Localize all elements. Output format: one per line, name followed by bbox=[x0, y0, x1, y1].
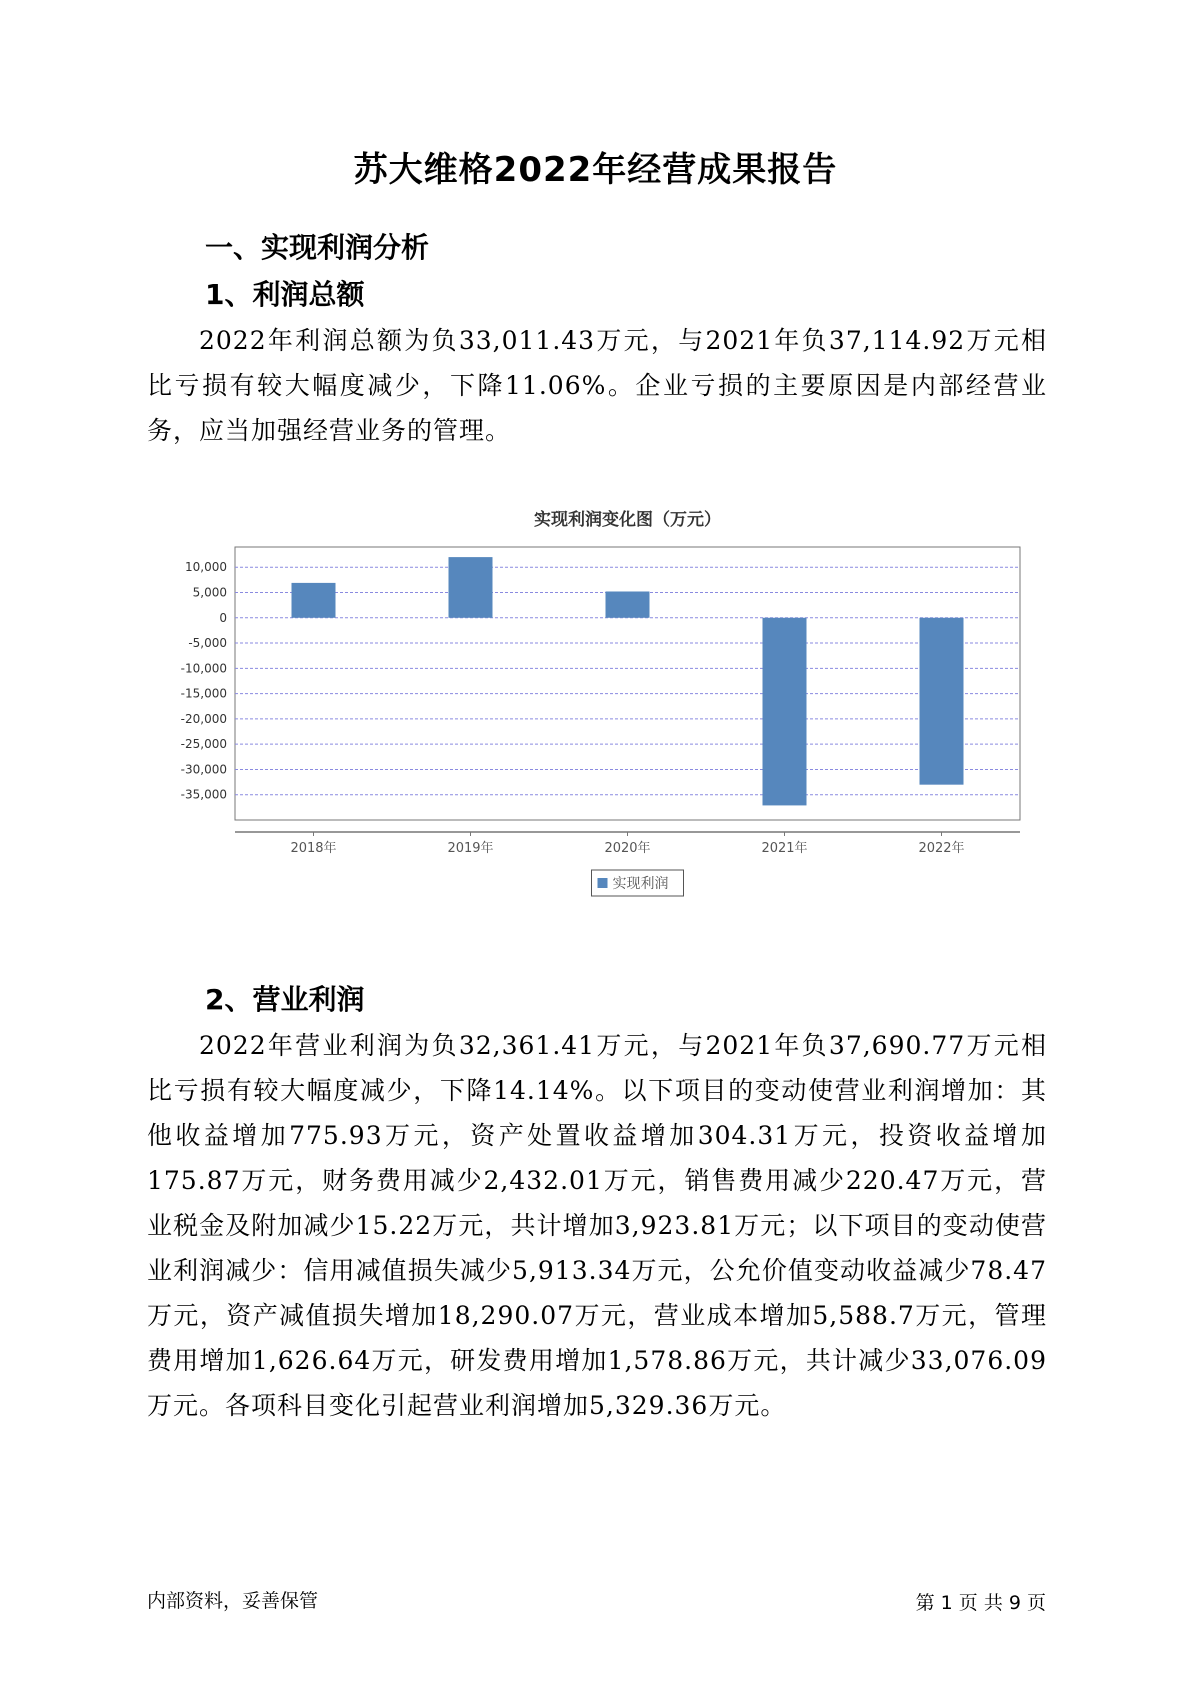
subsection-heading-operating-profit: 2、营业利润 bbox=[205, 983, 365, 1016]
legend-swatch bbox=[598, 878, 608, 888]
subsection-heading-total-profit: 1、利润总额 bbox=[205, 278, 365, 311]
footer-page-number: 第 1 页 共 9 页 bbox=[915, 1592, 1046, 1614]
x-tick-label: 2019年 bbox=[447, 841, 494, 856]
x-tick-label: 2022年 bbox=[918, 841, 965, 856]
footer-confidential-note: 内部资料，妥善保管 bbox=[147, 1590, 319, 1612]
plot-frame bbox=[235, 547, 1020, 820]
x-tick-label: 2021年 bbox=[761, 841, 808, 856]
legend-label: 实现利润 bbox=[612, 876, 669, 892]
profit-change-chart bbox=[160, 495, 1040, 955]
chart-title: 实现利润变化图（万元） bbox=[534, 510, 721, 530]
y-tick-label: -20,000 bbox=[180, 711, 227, 726]
y-tick-label: -15,000 bbox=[180, 686, 227, 701]
y-tick-label: 5,000 bbox=[192, 585, 227, 600]
chart-svg bbox=[160, 495, 1040, 955]
total-profit-text: 2022年利润总额为负33,011.43万元，与2021年负37,114.92万元相比亏损有较大幅度减少，下降11.06%。企业亏损的主要原因是内部经营业务，应当加强经营业务的管理。 bbox=[147, 326, 1047, 445]
y-tick-label: -10,000 bbox=[180, 661, 227, 676]
bar-2020年 bbox=[606, 591, 650, 617]
total-profit-paragraph bbox=[147, 318, 1047, 453]
y-tick-label: -25,000 bbox=[180, 737, 227, 752]
bar-2021年 bbox=[763, 618, 807, 806]
operating-profit-text: 2022年营业利润为负32,361.41万元，与2021年负37,690.77万元相比亏损有较大幅度减少，下降14.14%。以下项目的变动使营业利润增加：其他收益增加775.93万元，资产处置收益增加304.31万元，投资收益增加175.87万元，财务费用减少2,432.01万元，销售费用减少220.47万元，营业税金及附加减少15.22万元，共计增加3,923.81万元；以下项目的变动使营业利润减少：信用减值损失减少5,913.34万元，公允价值变动收益减少78.47万元，资产减值损失增加18,290.07万元，营业成本增加5,588.7万元，管理费用增加1,626.64万元，研发费用增加1,578.86万元，共计减少33,076.09万元。各项科目变化引起营业利润增加5,329.36万元。 bbox=[147, 1031, 1047, 1420]
x-tick-label: 2020年 bbox=[604, 841, 651, 856]
section-heading-profit-analysis: 一、实现利润分析 bbox=[205, 231, 430, 264]
operating-profit-paragraph bbox=[147, 1023, 1047, 1428]
bar-2022年 bbox=[920, 618, 964, 785]
bar-2018年 bbox=[292, 583, 336, 618]
y-tick-label: -35,000 bbox=[180, 787, 227, 802]
page-title: 苏大维格2022年经营成果报告 bbox=[353, 150, 838, 190]
y-tick-label: 0 bbox=[219, 610, 227, 625]
y-tick-label: -5,000 bbox=[188, 636, 227, 651]
y-tick-label: -30,000 bbox=[180, 762, 227, 777]
y-tick-label: 10,000 bbox=[185, 560, 227, 575]
x-tick-label: 2018年 bbox=[290, 841, 337, 856]
bar-2019年 bbox=[449, 557, 493, 618]
